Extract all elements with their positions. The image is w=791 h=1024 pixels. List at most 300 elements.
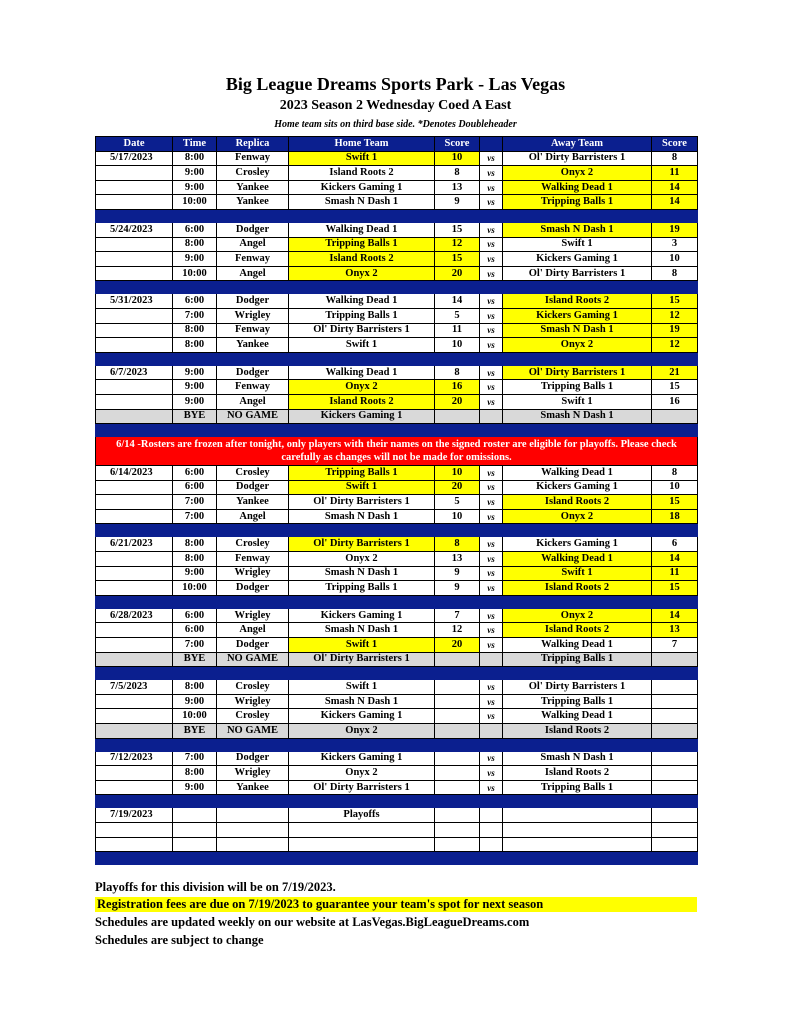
away-score-cell <box>652 808 698 823</box>
home-team-cell: Smash N Dash 1 <box>289 694 435 709</box>
home-team-cell: Swift 1 <box>289 480 435 495</box>
separator-bar <box>96 524 698 537</box>
home-team-cell: Playoffs <box>289 808 435 823</box>
replica-cell: Dodger <box>217 294 289 309</box>
week-separator-row <box>96 738 698 751</box>
home-score-cell <box>435 680 480 695</box>
separator-bar <box>96 795 698 808</box>
vs-cell: vs <box>480 766 503 781</box>
replica-cell: Crosley <box>217 537 289 552</box>
date-cell: 6/28/2023 <box>96 608 173 623</box>
time-cell: 8:00 <box>173 338 217 353</box>
date-cell <box>96 694 173 709</box>
time-cell: BYE <box>173 724 217 739</box>
away-team-cell: Island Roots 2 <box>503 294 652 309</box>
away-team-cell: Island Roots 2 <box>503 623 652 638</box>
away-score-cell <box>652 724 698 739</box>
replica-cell: Angel <box>217 266 289 281</box>
game-row <box>96 623 698 638</box>
vs-cell <box>480 409 503 424</box>
time-cell: 10:00 <box>173 195 217 210</box>
replica-cell: Fenway <box>217 552 289 567</box>
vs-cell: vs <box>480 509 503 524</box>
away-score-cell: 14 <box>652 180 698 195</box>
away-score-cell: 8 <box>652 266 698 281</box>
schedule-table <box>95 136 698 865</box>
vs-cell <box>480 837 503 852</box>
date-cell <box>96 652 173 667</box>
home-team-cell: Kickers Gaming 1 <box>289 751 435 766</box>
game-row <box>96 222 698 237</box>
away-score-cell <box>652 652 698 667</box>
home-team-cell: Tripping Balls 1 <box>289 237 435 252</box>
home-team-cell: Walking Dead 1 <box>289 222 435 237</box>
vs-cell: vs <box>480 581 503 596</box>
week-separator-row <box>96 595 698 608</box>
time-cell: 9:00 <box>173 694 217 709</box>
home-score-cell: 5 <box>435 308 480 323</box>
time-cell: 8:00 <box>173 151 217 166</box>
replica-cell: NO GAME <box>217 409 289 424</box>
replica-cell: Crosley <box>217 166 289 181</box>
game-row <box>96 323 698 338</box>
home-team-cell: Island Roots 2 <box>289 394 435 409</box>
away-score-cell: 14 <box>652 195 698 210</box>
home-team-cell: Onyx 2 <box>289 724 435 739</box>
home-score-cell <box>435 724 480 739</box>
game-row <box>96 509 698 524</box>
home-team-cell: Ol' Dirty Barristers 1 <box>289 323 435 338</box>
game-row <box>96 466 698 481</box>
time-cell: 10:00 <box>173 581 217 596</box>
replica-cell: Fenway <box>217 323 289 338</box>
bye-row <box>96 652 698 667</box>
away-team-cell: Tripping Balls 1 <box>503 380 652 395</box>
home-score-cell: 20 <box>435 266 480 281</box>
date-cell <box>96 509 173 524</box>
col-header-vs <box>480 137 503 152</box>
home-score-cell: 12 <box>435 237 480 252</box>
date-cell: 5/17/2023 <box>96 151 173 166</box>
away-score-cell: 12 <box>652 338 698 353</box>
game-row <box>96 394 698 409</box>
vs-cell: vs <box>480 495 503 510</box>
time-cell: 6:00 <box>173 608 217 623</box>
home-team-cell: Ol' Dirty Barristers 1 <box>289 495 435 510</box>
game-row <box>96 608 698 623</box>
vs-cell: vs <box>480 294 503 309</box>
bye-row <box>96 724 698 739</box>
vs-cell: vs <box>480 623 503 638</box>
separator-bar <box>96 738 698 751</box>
date-cell <box>96 623 173 638</box>
vs-cell: vs <box>480 780 503 795</box>
time-cell: 7:00 <box>173 751 217 766</box>
time-cell: 6:00 <box>173 466 217 481</box>
vs-cell: vs <box>480 709 503 724</box>
date-cell <box>96 709 173 724</box>
game-row <box>96 581 698 596</box>
away-score-cell: 11 <box>652 566 698 581</box>
away-score-cell <box>652 780 698 795</box>
away-team-cell: Kickers Gaming 1 <box>503 480 652 495</box>
replica-cell <box>217 808 289 823</box>
away-score-cell: 14 <box>652 552 698 567</box>
footer-playoffs-note: Playoffs for this division will be on 7/19/2023. <box>95 880 336 894</box>
away-score-cell: 14 <box>652 608 698 623</box>
away-team-cell: Tripping Balls 1 <box>503 694 652 709</box>
date-cell <box>96 308 173 323</box>
footer-website-note: Schedules are updated weekly on our website at LasVegas.BigLeagueDreams.com <box>95 915 530 929</box>
time-cell: 10:00 <box>173 709 217 724</box>
date-cell: 7/19/2023 <box>96 808 173 823</box>
replica-cell: NO GAME <box>217 724 289 739</box>
vs-cell <box>480 724 503 739</box>
game-row <box>96 780 698 795</box>
time-cell <box>173 822 217 837</box>
home-team-cell: Swift 1 <box>289 338 435 353</box>
away-team-cell: Ol' Dirty Barristers 1 <box>503 266 652 281</box>
away-team-cell: Walking Dead 1 <box>503 180 652 195</box>
blank-row <box>96 837 698 852</box>
home-team-cell: Ol' Dirty Barristers 1 <box>289 652 435 667</box>
away-team-cell: Walking Dead 1 <box>503 709 652 724</box>
game-row <box>96 480 698 495</box>
time-cell: 7:00 <box>173 638 217 653</box>
home-score-cell <box>435 822 480 837</box>
game-row <box>96 308 698 323</box>
away-team-cell: Island Roots 2 <box>503 495 652 510</box>
away-score-cell: 15 <box>652 380 698 395</box>
game-row <box>96 294 698 309</box>
home-score-cell: 8 <box>435 166 480 181</box>
date-cell <box>96 581 173 596</box>
game-row <box>96 680 698 695</box>
time-cell: 9:00 <box>173 252 217 267</box>
home-score-cell: 7 <box>435 608 480 623</box>
date-cell: 5/31/2023 <box>96 294 173 309</box>
home-team-cell: Swift 1 <box>289 680 435 695</box>
date-cell <box>96 409 173 424</box>
away-team-cell: Kickers Gaming 1 <box>503 252 652 267</box>
vs-cell: vs <box>480 466 503 481</box>
time-cell: 9:00 <box>173 365 217 380</box>
away-score-cell: 12 <box>652 308 698 323</box>
date-cell <box>96 495 173 510</box>
date-cell <box>96 338 173 353</box>
vs-cell: vs <box>480 195 503 210</box>
game-row <box>96 166 698 181</box>
vs-cell: vs <box>480 751 503 766</box>
home-score-cell <box>435 837 480 852</box>
separator-bar <box>96 424 698 437</box>
bye-row <box>96 409 698 424</box>
week-separator-row <box>96 524 698 537</box>
home-score-cell: 13 <box>435 180 480 195</box>
home-team-cell: Island Roots 2 <box>289 166 435 181</box>
vs-cell: vs <box>480 151 503 166</box>
away-score-cell <box>652 680 698 695</box>
away-score-cell <box>652 822 698 837</box>
separator-bar <box>96 352 698 365</box>
game-row <box>96 751 698 766</box>
date-cell <box>96 323 173 338</box>
separator-bar <box>96 595 698 608</box>
away-team-cell <box>503 837 652 852</box>
replica-cell: Wrigley <box>217 566 289 581</box>
home-team-cell: Swift 1 <box>289 151 435 166</box>
col-header-home-team: Home Team <box>289 137 435 152</box>
date-cell: 7/5/2023 <box>96 680 173 695</box>
time-cell <box>173 837 217 852</box>
footer-change-note: Schedules are subject to change <box>95 933 264 947</box>
away-team-cell: Walking Dead 1 <box>503 638 652 653</box>
replica-cell: Yankee <box>217 195 289 210</box>
home-team-cell: Walking Dead 1 <box>289 294 435 309</box>
home-score-cell: 9 <box>435 195 480 210</box>
home-score-cell: 10 <box>435 509 480 524</box>
home-team-cell: Onyx 2 <box>289 552 435 567</box>
date-cell <box>96 638 173 653</box>
header-note: Home team sits on third base side. *Denotes Doubleheader <box>274 119 517 130</box>
roster-notice-row <box>96 437 698 466</box>
away-score-cell: 7 <box>652 638 698 653</box>
date-cell <box>96 724 173 739</box>
home-team-cell: Tripping Balls 1 <box>289 581 435 596</box>
home-score-cell <box>435 709 480 724</box>
vs-cell: vs <box>480 552 503 567</box>
game-row <box>96 380 698 395</box>
replica-cell: Crosley <box>217 466 289 481</box>
away-team-cell: Ol' Dirty Barristers 1 <box>503 365 652 380</box>
blank-row <box>96 822 698 837</box>
replica-cell: Dodger <box>217 751 289 766</box>
date-cell <box>96 166 173 181</box>
away-team-cell: Kickers Gaming 1 <box>503 308 652 323</box>
replica-cell: Wrigley <box>217 766 289 781</box>
separator-bar <box>96 667 698 680</box>
replica-cell: Fenway <box>217 380 289 395</box>
away-score-cell <box>652 409 698 424</box>
home-score-cell <box>435 652 480 667</box>
game-row <box>96 495 698 510</box>
replica-cell: Wrigley <box>217 694 289 709</box>
away-score-cell: 21 <box>652 365 698 380</box>
home-team-cell: Kickers Gaming 1 <box>289 180 435 195</box>
time-cell: 6:00 <box>173 222 217 237</box>
home-score-cell: 9 <box>435 581 480 596</box>
separator-bar <box>96 852 698 865</box>
time-cell: 8:00 <box>173 552 217 567</box>
home-score-cell: 10 <box>435 466 480 481</box>
home-score-cell: 10 <box>435 151 480 166</box>
time-cell: 7:00 <box>173 308 217 323</box>
vs-cell: vs <box>480 608 503 623</box>
away-score-cell: 15 <box>652 495 698 510</box>
time-cell: 8:00 <box>173 323 217 338</box>
home-team-cell: Onyx 2 <box>289 266 435 281</box>
vs-cell: vs <box>480 537 503 552</box>
date-cell <box>96 252 173 267</box>
date-cell <box>96 394 173 409</box>
replica-cell: Dodger <box>217 581 289 596</box>
away-team-cell: Island Roots 2 <box>503 581 652 596</box>
away-score-cell <box>652 751 698 766</box>
game-row <box>96 537 698 552</box>
time-cell: 8:00 <box>173 680 217 695</box>
home-score-cell: 11 <box>435 323 480 338</box>
home-team-cell: Smash N Dash 1 <box>289 195 435 210</box>
date-cell <box>96 552 173 567</box>
home-score-cell <box>435 780 480 795</box>
away-team-cell: Onyx 2 <box>503 608 652 623</box>
game-row <box>96 151 698 166</box>
away-team-cell: Smash N Dash 1 <box>503 323 652 338</box>
replica-cell: Yankee <box>217 338 289 353</box>
replica-cell <box>217 822 289 837</box>
away-score-cell <box>652 766 698 781</box>
home-team-cell: Onyx 2 <box>289 380 435 395</box>
date-cell: 6/7/2023 <box>96 365 173 380</box>
away-score-cell: 8 <box>652 151 698 166</box>
replica-cell: Dodger <box>217 638 289 653</box>
home-score-cell: 13 <box>435 552 480 567</box>
time-cell: 8:00 <box>173 766 217 781</box>
away-team-cell: Onyx 2 <box>503 509 652 524</box>
vs-cell: vs <box>480 166 503 181</box>
game-row <box>96 266 698 281</box>
time-cell: 10:00 <box>173 266 217 281</box>
home-score-cell: 20 <box>435 394 480 409</box>
vs-cell: vs <box>480 252 503 267</box>
replica-cell: Crosley <box>217 709 289 724</box>
home-score-cell: 9 <box>435 566 480 581</box>
separator-bar <box>96 281 698 294</box>
replica-cell: Angel <box>217 623 289 638</box>
away-score-cell: 10 <box>652 252 698 267</box>
time-cell: 9:00 <box>173 380 217 395</box>
away-team-cell: Tripping Balls 1 <box>503 780 652 795</box>
time-cell: 9:00 <box>173 394 217 409</box>
away-score-cell: 13 <box>652 623 698 638</box>
home-score-cell <box>435 766 480 781</box>
away-score-cell: 3 <box>652 237 698 252</box>
game-row <box>96 566 698 581</box>
date-cell: 7/12/2023 <box>96 751 173 766</box>
col-header-home-score: Score <box>435 137 480 152</box>
away-score-cell: 11 <box>652 166 698 181</box>
vs-cell: vs <box>480 266 503 281</box>
vs-cell: vs <box>480 308 503 323</box>
vs-cell: vs <box>480 680 503 695</box>
week-separator-row <box>96 852 698 865</box>
home-score-cell: 10 <box>435 338 480 353</box>
date-cell <box>96 266 173 281</box>
replica-cell: Wrigley <box>217 308 289 323</box>
home-score-cell: 20 <box>435 480 480 495</box>
time-cell: 6:00 <box>173 480 217 495</box>
date-cell <box>96 480 173 495</box>
week-separator-row <box>96 281 698 294</box>
home-team-cell <box>289 822 435 837</box>
time-cell <box>173 808 217 823</box>
home-score-cell: 12 <box>435 623 480 638</box>
away-team-cell: Smash N Dash 1 <box>503 751 652 766</box>
week-separator-row <box>96 795 698 808</box>
home-score-cell: 8 <box>435 365 480 380</box>
vs-cell: vs <box>480 180 503 195</box>
home-team-cell: Kickers Gaming 1 <box>289 709 435 724</box>
away-score-cell <box>652 694 698 709</box>
table-header-row <box>96 137 698 152</box>
away-team-cell: Tripping Balls 1 <box>503 195 652 210</box>
date-cell: 6/21/2023 <box>96 537 173 552</box>
game-row <box>96 338 698 353</box>
playoffs-row <box>96 808 698 823</box>
vs-cell: vs <box>480 394 503 409</box>
away-team-cell: Onyx 2 <box>503 338 652 353</box>
home-team-cell: Kickers Gaming 1 <box>289 608 435 623</box>
week-separator-row <box>96 667 698 680</box>
home-team-cell: Tripping Balls 1 <box>289 308 435 323</box>
away-team-cell: Tripping Balls 1 <box>503 652 652 667</box>
time-cell: 7:00 <box>173 495 217 510</box>
date-cell <box>96 780 173 795</box>
away-team-cell: Swift 1 <box>503 394 652 409</box>
vs-cell: vs <box>480 365 503 380</box>
game-row <box>96 252 698 267</box>
away-score-cell: 16 <box>652 394 698 409</box>
game-row <box>96 766 698 781</box>
col-header-away-score: Score <box>652 137 698 152</box>
page-subtitle: 2023 Season 2 Wednesday Coed A East <box>279 98 512 113</box>
col-header-date: Date <box>96 137 173 152</box>
away-team-cell: Island Roots 2 <box>503 766 652 781</box>
date-cell <box>96 766 173 781</box>
away-score-cell: 18 <box>652 509 698 524</box>
replica-cell: Yankee <box>217 180 289 195</box>
date-cell <box>96 837 173 852</box>
away-team-cell: Ol' Dirty Barristers 1 <box>503 680 652 695</box>
separator-bar <box>96 209 698 222</box>
game-row <box>96 694 698 709</box>
away-score-cell: 15 <box>652 294 698 309</box>
replica-cell: Dodger <box>217 480 289 495</box>
vs-cell: vs <box>480 222 503 237</box>
home-score-cell: 14 <box>435 294 480 309</box>
time-cell: BYE <box>173 652 217 667</box>
home-team-cell: Onyx 2 <box>289 766 435 781</box>
time-cell: 6:00 <box>173 294 217 309</box>
home-team-cell <box>289 837 435 852</box>
replica-cell: Dodger <box>217 222 289 237</box>
home-score-cell: 8 <box>435 537 480 552</box>
home-team-cell: Ol' Dirty Barristers 1 <box>289 780 435 795</box>
away-score-cell: 8 <box>652 466 698 481</box>
away-team-cell: Kickers Gaming 1 <box>503 537 652 552</box>
away-team-cell: Ol' Dirty Barristers 1 <box>503 151 652 166</box>
home-score-cell <box>435 751 480 766</box>
vs-cell: vs <box>480 237 503 252</box>
away-team-cell: Walking Dead 1 <box>503 552 652 567</box>
away-team-cell <box>503 808 652 823</box>
game-row <box>96 195 698 210</box>
time-cell: 9:00 <box>173 166 217 181</box>
page-title: Big League Dreams Sports Park - Las Vegas <box>225 74 566 94</box>
home-team-cell: Swift 1 <box>289 638 435 653</box>
away-team-cell: Swift 1 <box>503 566 652 581</box>
replica-cell <box>217 837 289 852</box>
